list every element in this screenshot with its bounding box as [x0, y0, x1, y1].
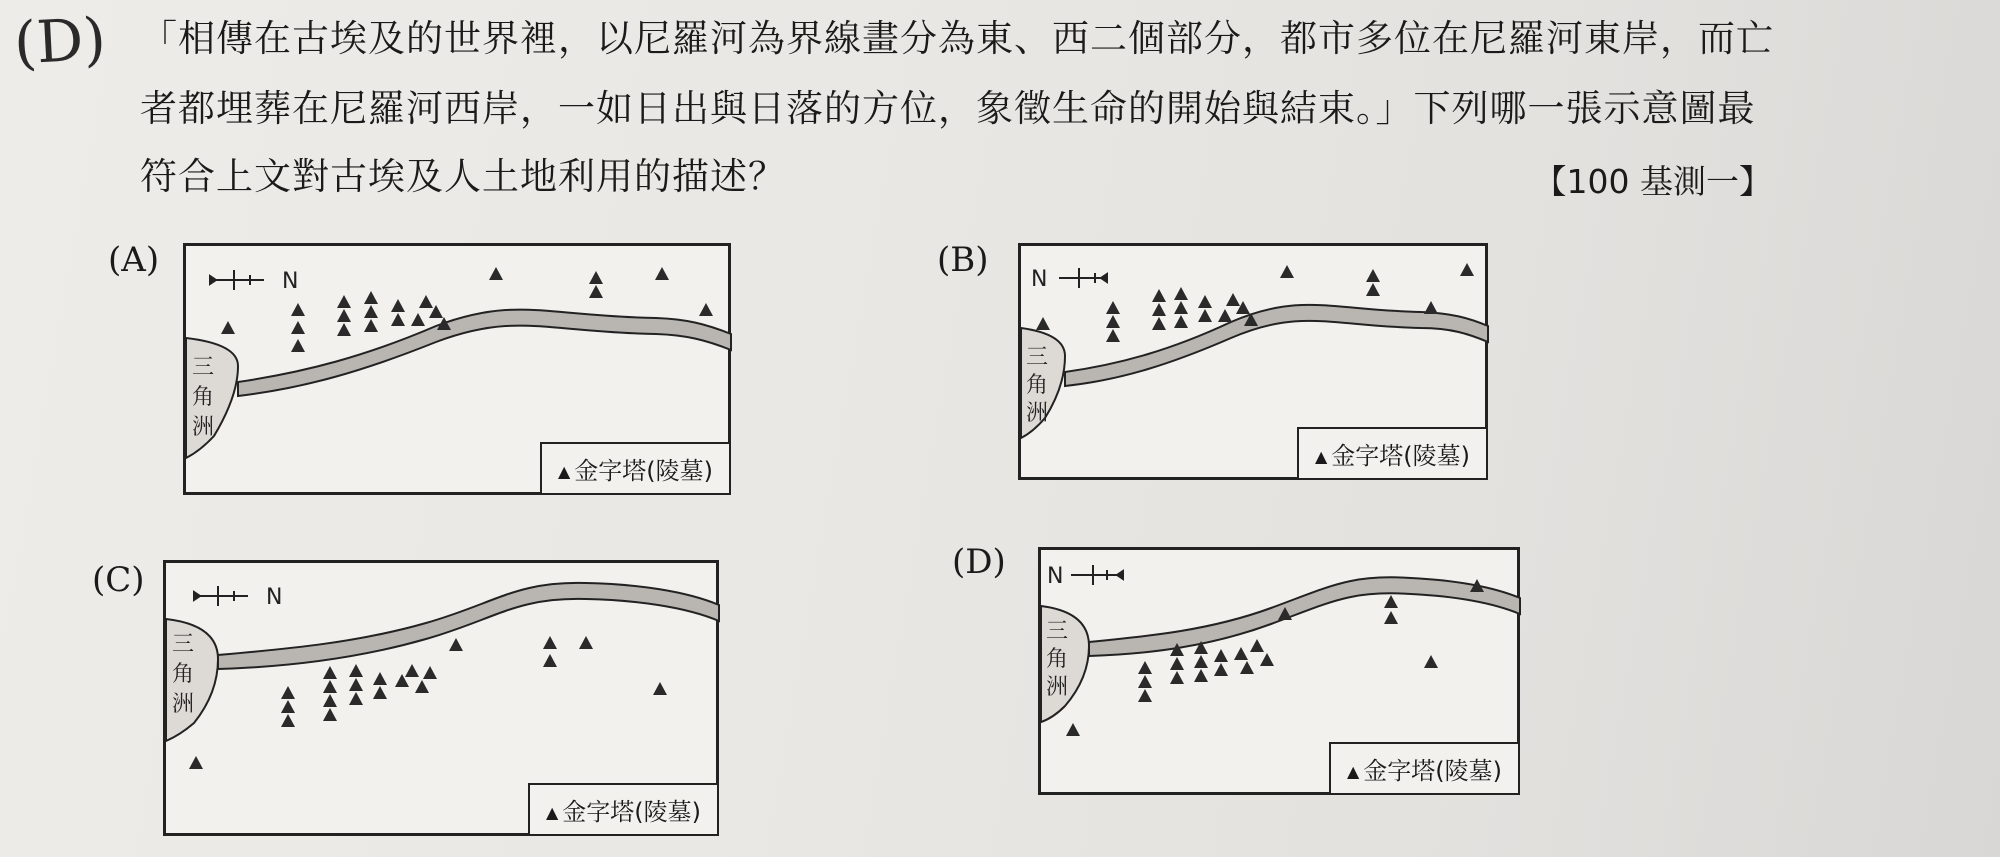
pyramid-icon [1170, 657, 1184, 670]
north-label: N [266, 585, 283, 610]
pyramid-icon [1260, 653, 1274, 666]
pyramid-icon [1152, 303, 1166, 316]
question-line-3: 符合上文對古埃及人土地利用的描述？ [140, 155, 786, 198]
pyramid-icon [1106, 315, 1120, 328]
north-label: N [1031, 267, 1048, 292]
pyramid-icon [323, 666, 337, 679]
delta-char-1: 三 [172, 632, 195, 657]
pyramid-icon [1424, 301, 1438, 314]
pyramid-icon [1384, 611, 1398, 624]
pyramid-icon [1138, 675, 1152, 688]
option-b-legend [1297, 427, 1488, 480]
delta-char-3: 洲 [1026, 401, 1049, 426]
pyramid-icon [1384, 595, 1398, 608]
pyramid-icon [323, 708, 337, 721]
pyramid-icon [1194, 655, 1208, 668]
pyramid-icon [1214, 649, 1228, 662]
pyramid-icon [281, 700, 295, 713]
pyramid-icon [653, 682, 667, 695]
legend-text: 金字塔(陵墓) [1363, 757, 1502, 785]
pyramid-icon [291, 321, 305, 334]
nile-river [238, 310, 731, 396]
pyramid-icon [1152, 289, 1166, 302]
pyramid-icon [405, 664, 419, 677]
pyramid-icon [281, 714, 295, 727]
pyramid-icon [391, 313, 405, 326]
pyramid-icon [1106, 329, 1120, 342]
pyramid-icon [373, 672, 387, 685]
pyramid-icon [291, 339, 305, 352]
option-b-map [1018, 243, 1488, 480]
nile-river [218, 583, 719, 669]
pyramid-icon [364, 319, 378, 332]
pyramid-icon [489, 267, 503, 280]
question-line-1: 「相傳在古埃及的世界裡，以尼羅河為界線畫分為東、西二個部分，都市多位在尼羅河東岸，而亡 [140, 17, 1774, 60]
pyramid-icon [1106, 301, 1120, 314]
pyramid-icon [1170, 671, 1184, 684]
pyramid-icon [281, 686, 295, 699]
pyramid-icon [364, 291, 378, 304]
nile-river [1065, 305, 1488, 386]
pyramid-icon [1138, 661, 1152, 674]
north-arrow [1059, 268, 1107, 288]
option-a-label: (A) [108, 240, 160, 280]
delta-char-1: 三 [1026, 345, 1049, 370]
north-label: N [1047, 564, 1064, 589]
pyramid-icon [1280, 265, 1294, 278]
pyramid-markers [1066, 579, 1484, 736]
pyramid-icon [1066, 723, 1080, 736]
pyramid-icon [1174, 301, 1188, 314]
option-b-label: (B) [937, 240, 989, 280]
pyramid-icon [1226, 293, 1240, 306]
delta-char-1: 三 [192, 355, 215, 380]
pyramid-icon [1214, 663, 1228, 676]
pyramid-icon [415, 680, 429, 693]
pyramid-icon [323, 680, 337, 693]
option-c-legend [528, 783, 719, 836]
option-d-map [1038, 547, 1520, 795]
delta-char-3: 洲 [1046, 675, 1069, 700]
pyramid-icon [337, 323, 351, 336]
pyramid-icon [1036, 317, 1050, 330]
legend-text: 金字塔(陵墓) [574, 457, 713, 485]
pyramid-icon: ▲ [1314, 447, 1328, 466]
pyramid-icon [655, 267, 669, 280]
pyramid-icon [589, 285, 603, 298]
nile-river [1089, 577, 1520, 656]
pyramid-icon [1194, 669, 1208, 682]
exam-source: 【100 基測一】 [1533, 162, 1772, 201]
pyramid-icon [349, 692, 363, 705]
delta-char-3: 洲 [192, 415, 215, 440]
pyramid-icon [423, 666, 437, 679]
pyramid-icon [1218, 309, 1232, 322]
pyramid-icon [1152, 317, 1166, 330]
legend-text: 金字塔(陵墓) [1331, 442, 1470, 470]
pyramid-icon [364, 305, 378, 318]
pyramid-icon [419, 295, 433, 308]
option-a-legend [540, 442, 731, 495]
handwritten-answer: (D) [12, 4, 108, 78]
pyramid-icon [373, 686, 387, 699]
pyramid-icon [323, 694, 337, 707]
pyramid-icon: ▲ [545, 803, 559, 822]
option-c-map [163, 560, 719, 836]
option-d-label: (D) [952, 542, 1006, 582]
pyramid-icon [391, 299, 405, 312]
pyramid-icon [189, 756, 203, 769]
pyramid-icon [411, 313, 425, 326]
pyramid-icon [1174, 315, 1188, 328]
pyramid-icon [291, 303, 305, 316]
pyramid-icon [699, 303, 713, 316]
pyramid-icon: ▲ [557, 462, 571, 481]
legend-text: 金字塔(陵墓) [562, 798, 701, 826]
option-c-label: (C) [92, 560, 145, 600]
pyramid-icon [1198, 295, 1212, 308]
delta-char-2: 角 [192, 385, 215, 410]
pyramid-icon: ▲ [1346, 762, 1360, 781]
pyramid-icon [589, 271, 603, 284]
pyramid-icon [1138, 689, 1152, 702]
pyramid-icon [1174, 287, 1188, 300]
delta-char-2: 角 [172, 662, 195, 687]
pyramid-icon [543, 654, 557, 667]
pyramid-icon [337, 295, 351, 308]
question-line-2: 者都埋葬在尼羅河西岸，一如日出與日落的方位，象徵生命的開始與結束。」下列哪一張示意圖最 [140, 87, 1756, 130]
pyramid-icon [221, 321, 235, 334]
pyramid-icon [1250, 639, 1264, 652]
north-arrow [1071, 565, 1123, 585]
delta-char-3: 洲 [172, 692, 195, 717]
pyramid-icon [1234, 647, 1248, 660]
delta-char-2: 角 [1046, 647, 1069, 672]
option-d-legend [1329, 742, 1520, 795]
pyramid-icon [1240, 661, 1254, 674]
pyramid-icon [337, 309, 351, 322]
pyramid-icon [543, 636, 557, 649]
pyramid-icon [1366, 269, 1380, 282]
pyramid-icon [349, 664, 363, 677]
north-arrow [210, 270, 264, 290]
pyramid-icon [579, 636, 593, 649]
pyramid-icon [1198, 309, 1212, 322]
delta-char-1: 三 [1046, 619, 1069, 644]
north-label: N [282, 269, 299, 294]
option-a-map [183, 243, 731, 495]
pyramid-icon [1366, 283, 1380, 296]
pyramid-icon [449, 638, 463, 651]
pyramid-icon [349, 678, 363, 691]
pyramid-icon [1424, 655, 1438, 668]
delta-char-2: 角 [1026, 373, 1049, 398]
pyramid-icon [1460, 263, 1474, 276]
north-arrow [194, 586, 248, 606]
